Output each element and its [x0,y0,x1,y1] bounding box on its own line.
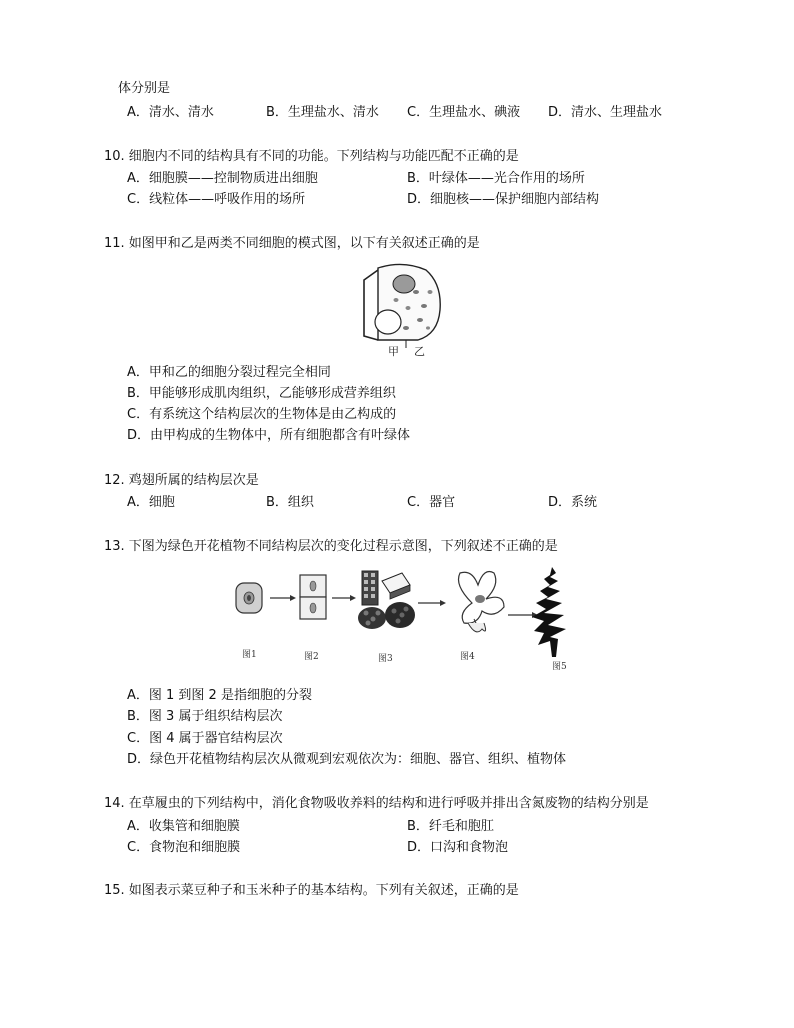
fig1-cell [236,583,262,613]
q10-option-c: C．线粒体——呼吸作用的场所 [127,192,306,207]
q13-option-a: A．图 1 到图 2 是指细胞的分裂 [127,688,312,703]
q9-stem-continuation: 体分别是 [118,81,171,96]
cell-diagram-figure [358,262,448,358]
q13-stem: 13. 下图为绿色开花植物不同结构层次的变化过程示意图，下列叙述不正确的是 [104,539,558,554]
fig-label-jia: 甲 [388,345,399,358]
q14-option-d: D．口沟和食物泡 [407,840,509,855]
q9-option-d: D．清水、生理盐水 [548,105,663,120]
q12-option-b: B．组织 [266,495,314,510]
arrow-1 [270,595,296,601]
fig-label-2: 图2 [304,652,319,662]
fig4-flower [459,572,505,632]
fig-label-3: 图3 [378,654,393,664]
q9-option-b: B．生理盐水、清水 [266,105,379,120]
fig5-plant [532,567,566,657]
arrow-2 [332,595,356,601]
fig-label-yi: 乙 [414,345,425,358]
q15-stem: 15. 如图表示菜豆种子和玉米种子的基本结构。下列有关叙述，正确的是 [104,883,519,898]
fig-label-1: 图1 [242,650,257,660]
q12-option-d: D．系统 [548,495,598,510]
q13-option-d: D．绿色开花植物结构层次从微观到宏观依次为：细胞、器官、组织、植物体 [127,752,567,767]
q14-stem: 14. 在草履虫的下列结构中，消化食物吸收养料的结构和进行呼吸并排出含氮废物的结构分别是 [104,796,649,811]
arrow-3 [418,600,446,606]
q14-option-c: C．食物泡和细胞膜 [127,840,241,855]
fig2-cells [300,575,326,619]
q9-option-c: C．生理盐水、碘液 [407,105,521,120]
plant-levels-figure [232,563,592,673]
fig3-tissues [358,571,415,629]
q12-option-c: C．器官 [407,495,456,510]
q11-stem: 11. 如图甲和乙是两类不同细胞的模式图，以下有关叙述正确的是 [104,236,480,251]
q14-option-b: B．纤毛和胞肛 [407,819,494,834]
q12-stem: 12. 鸡翅所属的结构层次是 [104,473,259,488]
q14-option-a: A．收集管和细胞膜 [127,819,240,834]
q11-option-d: D．由甲构成的生物体中，所有细胞都含有叶绿体 [127,428,411,443]
q10-option-d: D．细胞核——保护细胞内部结构 [407,192,600,207]
q12-option-a: A．细胞 [127,495,175,510]
vacuole [375,310,401,334]
q11-option-a: A．甲和乙的细胞分裂过程完全相同 [127,365,331,380]
q11-option-c: C．有系统这个结构层次的生物体是由乙构成的 [127,407,397,422]
fig-label-4: 图4 [460,652,475,662]
cell-jia-outline [364,270,378,340]
q13-option-c: C．图 4 属于器官结构层次 [127,731,283,746]
q10-option-a: A．细胞膜——控制物质进出细胞 [127,171,318,186]
q10-option-b: B．叶绿体——光合作用的场所 [407,171,585,186]
q10-stem: 10. 细胞内不同的结构具有不同的功能。下列结构与功能匹配不正确的是 [104,149,519,164]
nucleus [393,275,415,293]
fig-label-5: 图5 [552,662,567,672]
q9-option-a: A．清水、清水 [127,105,214,120]
q11-option-b: B．甲能够形成肌肉组织，乙能够形成营养组织 [127,386,396,401]
q13-option-b: B．图 3 属于组织结构层次 [127,709,283,724]
